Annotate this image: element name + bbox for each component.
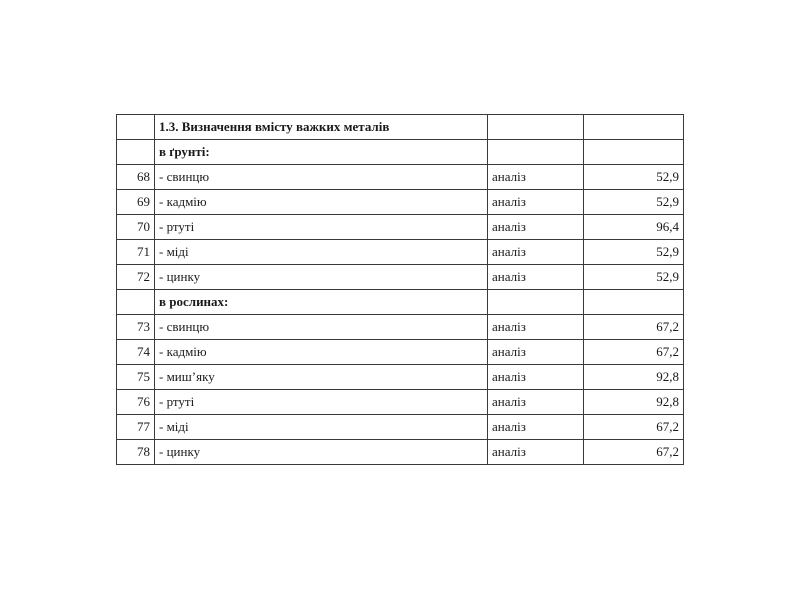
metal-name: - свинцю	[155, 315, 488, 340]
plants-subheading: в рослинах:	[155, 290, 488, 315]
table-row	[117, 240, 684, 265]
metal-name: - цинку	[155, 265, 488, 290]
empty-cell	[584, 290, 684, 315]
table-row	[117, 265, 684, 290]
row-number: 69	[117, 190, 155, 215]
row-number: 74	[117, 340, 155, 365]
value-cell: 52,9	[584, 190, 684, 215]
work-type: аналіз	[488, 265, 584, 290]
metal-name: - кадмію	[155, 340, 488, 365]
row-number: 71	[117, 240, 155, 265]
metal-name: - кадмію	[155, 190, 488, 215]
table-row	[117, 165, 684, 190]
row-number: 73	[117, 315, 155, 340]
section-title-row	[117, 115, 684, 140]
work-type: аналіз	[488, 340, 584, 365]
row-number: 78	[117, 440, 155, 465]
value-cell: 92,8	[584, 365, 684, 390]
value-cell: 52,9	[584, 265, 684, 290]
row-number: 75	[117, 365, 155, 390]
empty-cell	[117, 290, 155, 315]
value-cell: 67,2	[584, 340, 684, 365]
value-cell: 92,8	[584, 390, 684, 415]
value-cell: 67,2	[584, 315, 684, 340]
table-row	[117, 440, 684, 465]
metal-name: - миш’яку	[155, 365, 488, 390]
work-type: аналіз	[488, 415, 584, 440]
table-row	[117, 190, 684, 215]
plants-subheading-row	[117, 290, 684, 315]
row-number: 70	[117, 215, 155, 240]
soil-subheading-row	[117, 140, 684, 165]
row-number: 77	[117, 415, 155, 440]
section-title: 1.3. Визначення вмісту важких металів	[155, 115, 488, 140]
empty-cell	[117, 140, 155, 165]
metal-name: - ртуті	[155, 215, 488, 240]
table-row	[117, 315, 684, 340]
work-type: аналіз	[488, 240, 584, 265]
work-type: аналіз	[488, 190, 584, 215]
table-row	[117, 390, 684, 415]
value-cell: 96,4	[584, 215, 684, 240]
table-body	[117, 115, 684, 465]
metal-name: - міді	[155, 415, 488, 440]
value-cell: 67,2	[584, 415, 684, 440]
row-number: 72	[117, 265, 155, 290]
value-cell: 67,2	[584, 440, 684, 465]
empty-cell	[488, 115, 584, 140]
work-type: аналіз	[488, 215, 584, 240]
value-cell: 52,9	[584, 165, 684, 190]
work-type: аналіз	[488, 390, 584, 415]
work-type: аналіз	[488, 315, 584, 340]
empty-cell	[584, 115, 684, 140]
table-row	[117, 215, 684, 240]
metal-name: - цинку	[155, 440, 488, 465]
metal-name: - ртуті	[155, 390, 488, 415]
metal-name: - міді	[155, 240, 488, 265]
empty-cell	[117, 115, 155, 140]
work-type: аналіз	[488, 165, 584, 190]
empty-cell	[488, 140, 584, 165]
work-type: аналіз	[488, 440, 584, 465]
table-row	[117, 415, 684, 440]
table-row	[117, 340, 684, 365]
value-cell: 52,9	[584, 240, 684, 265]
heavy-metals-table	[116, 114, 684, 465]
table-row	[117, 365, 684, 390]
empty-cell	[488, 290, 584, 315]
row-number: 68	[117, 165, 155, 190]
work-type: аналіз	[488, 365, 584, 390]
soil-subheading: в ґрунті:	[155, 140, 488, 165]
metal-name: - свинцю	[155, 165, 488, 190]
row-number: 76	[117, 390, 155, 415]
empty-cell	[584, 140, 684, 165]
